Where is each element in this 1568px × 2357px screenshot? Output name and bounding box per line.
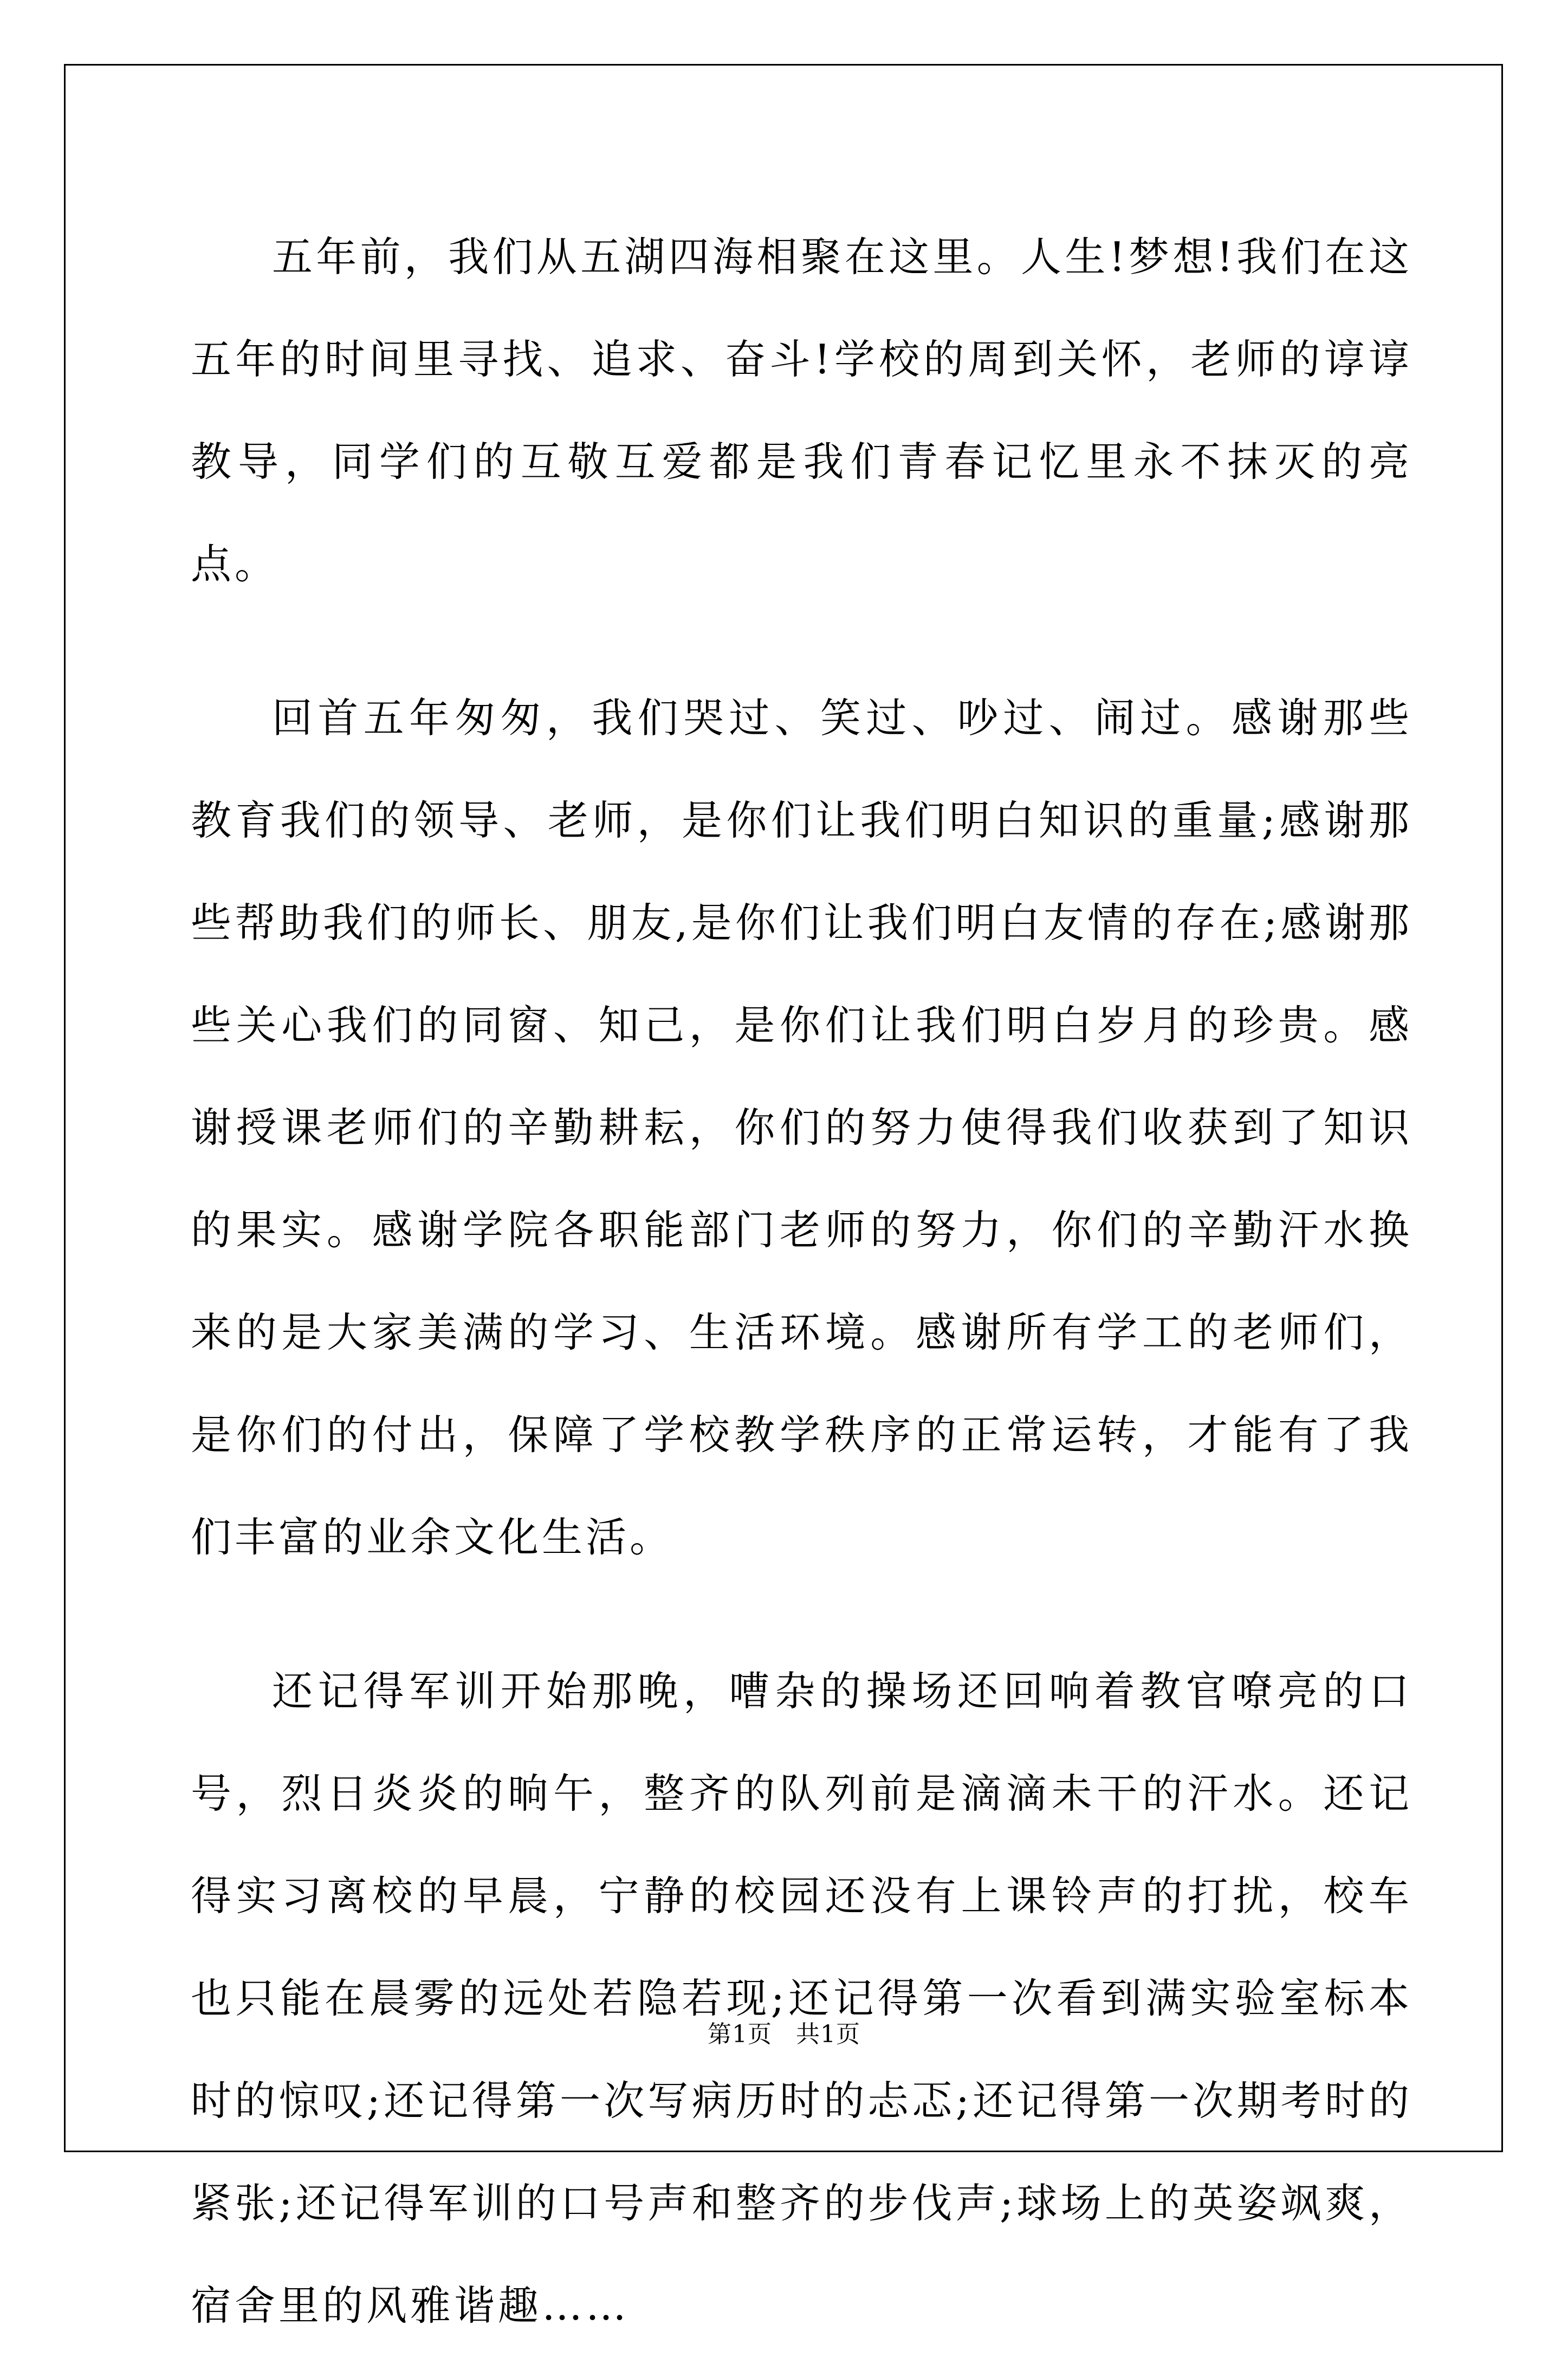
page-footer: [0, 2015, 1568, 2049]
paragraph-2: 回首五年匆匆，我们哭过、笑过、吵过、闹过。感谢那些教育我们的领导、老师，是你们让我们明白知识的重量;感谢那些帮助我们的师长、朋友,是你们让我们明白友情的存在;感谢那些关心我们的同窗、知己，是你们让我们明白岁月的珍贵。感谢授课老师们的辛勤耕耘，你们的努力使得我们收获到了知识的果实。感谢学院各职能部门老师的努力，你们的辛勤汗水换来的是大家美满的学习、生活环境。感谢所有学工的老师们，是你们的付出，保障了学校教学秩序的正常运转，才能有了我们丰富的业余文化生活。: [191, 694, 1413, 1561]
page-number-total: 共1页: [796, 2021, 860, 2048]
paragraph-1: 五年前，我们从五湖四海相聚在这里。人生!梦想!我们在这五年的时间里寻找、追求、奋斗!学校的周到关怀，老师的谆谆教导，同学们的互敬互爱都是我们青春记忆里永不抹灭的亮点。: [191, 233, 1413, 588]
paragraph-3: 还记得军训开始那晚，嘈杂的操场还回响着教官嘹亮的口号，烈日炎炎的晌午，整齐的队列前是滴滴未干的汗水。还记得实习离校的早晨，宁静的校园还没有上课铃声的打扰，校车也只能在晨雾的远处若隐若现;还记得第一次看到满实验室标本时的惊叹;还记得第一次写病历时的忐忑;还记得第一次期考时的紧张;还记得军训的口号声和整齐的步伐声;球场上的英姿飒爽，宿舍里的风雅谐趣……: [191, 1667, 1413, 2329]
page-number-current: 第1页: [708, 2021, 772, 2048]
